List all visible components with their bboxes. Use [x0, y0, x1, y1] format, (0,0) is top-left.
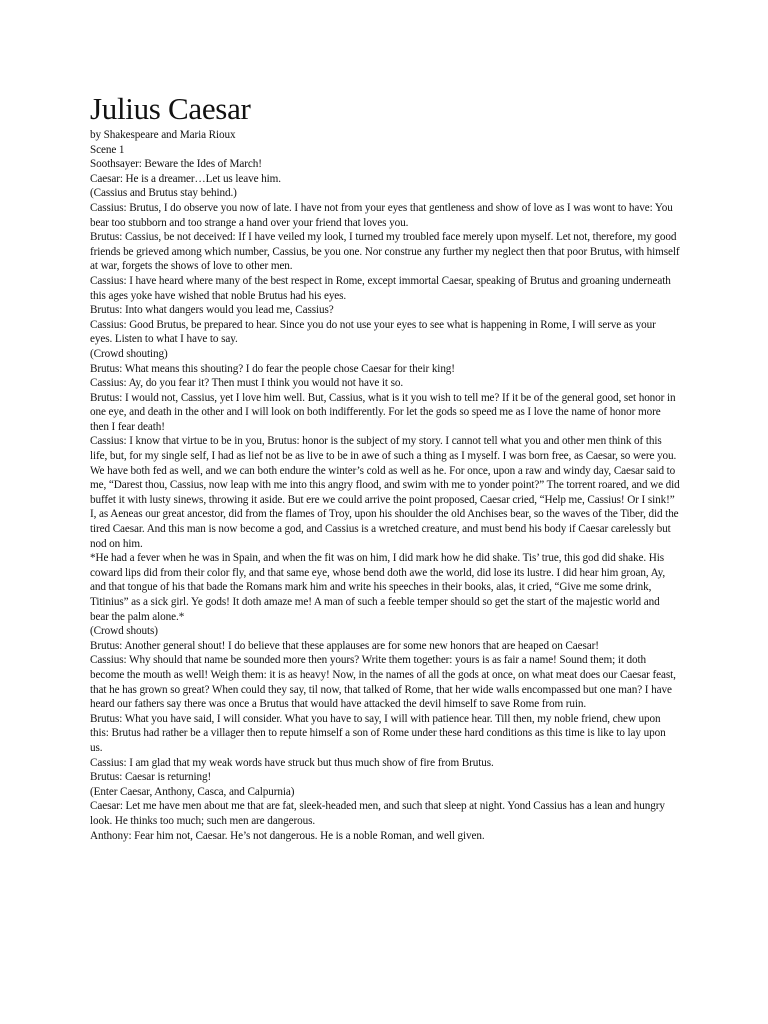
stage-direction: (Crowd shouts): [90, 625, 158, 638]
dialogue-line: Cassius: Brutus, I do observe you now of late. I have not from your eyes that gentleness and show of love as I was wont to have: You bear too stubborn and too strange a hand over your friend that loves you.: [90, 201, 673, 229]
dialogue-line: Brutus: Caesar is returning!: [90, 771, 212, 784]
dialogue-line: Caesar: He is a dreamer…Let us leave him.: [90, 172, 281, 185]
dialogue-line: Cassius: Ay, do you fear it? Then must I think you would not have it so.: [90, 377, 404, 390]
dialogue-line: Brutus: What means this shouting? I do fear the people chose Caesar for their king!: [90, 362, 455, 375]
dialogue-line: Soothsayer: Beware the Ides of March!: [90, 158, 262, 171]
dialogue-line: Brutus: Cassius, be not deceived: If I have veiled my look, I turned my troubled face merely upon myself. Let not, therefore, my good friends be grieved among which number, Cassius, be you one. Nor construe any further my neglect then that poor Brutus, with himself at war, forgets the shows of love to other men.: [90, 231, 680, 273]
dialogue-line: *He had a fever when he was in Spain, and when the fit was on him, I did mark how he did shake. Tis’ true, this god did shake. His coward lips did from their color fly, and that same eye, whose bend doth awe the world, did lose its lustre. I did hear him groan, Ay, and that tongue of his that bade the Romans mark him and write his speeches in their books, alas, it cried, “Give me some drink, Titinius” as a sick girl. Ye gods! It doth amaze me! A man of such a feeble temper should so get the start of the majestic world and bear the palm alone.*: [90, 552, 666, 623]
dialogue-line: Cassius: I know that virtue to be in you, Brutus: honor is the subject of my story. I cannot tell what you and other men think of this life, but, for my single self, I had as lief not be as live to be in awe of such a thing as I myself. I was born free, as Caesar, so were you. We have both fed as well, and we can both endure the winter’s cold as well as he. For once, upon a raw and windy day, Caesar said to me, “Darest thou, Cassius, now leap with me into this angry flood, and swim with me to yonder point?” The torrent roared, and we did buffet it with lusty sinews, throwing it aside. But ere we could arrive the point proposed, Caesar cried, “Help me, Cassius! Or I sink!” I, as Aeneas our great ancestor, did from the flames of Troy, upon his shoulder the old Anchises bear, so the waves of the Tiber, did the tired Caesar. And this man is now become a god, and Cassius is a wretched creature, and must bend his body if Caesar carelessly but nod on him.: [90, 435, 680, 550]
document-page: [90, 90, 680, 843]
dialogue-line: Anthony: Fear him not, Caesar. He’s not dangerous. He is a noble Roman, and well given.: [90, 829, 485, 842]
script-body: [90, 143, 680, 844]
scene-heading: Scene 1: [90, 143, 125, 156]
stage-direction: (Enter Caesar, Anthony, Casca, and Calpurnia): [90, 785, 295, 798]
stage-direction: (Crowd shouting): [90, 347, 168, 360]
dialogue-line: Brutus: I would not, Cassius, yet I love him well. But, Cassius, what is it you wish to tell me? If it be of the general good, set honor in one eye, and death in the other and I will look on both indifferently. For let the gods so speed me as I love the name of honor more then I fear death!: [90, 391, 676, 433]
dialogue-line: Brutus: Into what dangers would you lead me, Cassius?: [90, 304, 334, 317]
dialogue-line: Cassius: Good Brutus, be prepared to hear. Since you do not use your eyes to see what is happening in Rome, I will serve as your eyes. Listen to what I have to say.: [90, 318, 656, 346]
dialogue-line: Cassius: I am glad that my weak words have struck but thus much show of fire from Brutus.: [90, 756, 494, 769]
dialogue-line: Cassius: Why should that name be sounded more then yours? Write them together: yours is as fair a name! Sound them; it doth become the mouth as well! Weigh them: it is as heavy! Now, in the names of all the gods at once, on what meat does our Caesar feast, that he has grown so great? When could they say, til now, that talked of Rome, that her wide walls encompassed but one man? I have heard our fathers say there was once a Brutus that would have attacked the devil himself to save Rome from ruin.: [90, 654, 676, 711]
dialogue-line: Brutus: What you have said, I will consider. What you have to say, I will with patience hear. Till then, my noble friend, chew upon this: Brutus had rather be a villager then to repute himself a son of Rome under these hard conditions as this time is like to lay upon us.: [90, 712, 666, 754]
dialogue-line: Cassius: I have heard where many of the best respect in Rome, except immortal Caesar, speaking of Brutus and groaning underneath this ages yoke have wished that noble Brutus had his eyes.: [90, 274, 671, 302]
document-title: Julius Caesar: [90, 91, 251, 126]
dialogue-line: Brutus: Another general shout! I do believe that these applauses are for some new honors that are heaped on Caesar!: [90, 639, 599, 652]
stage-direction: (Cassius and Brutus stay behind.): [90, 187, 237, 200]
dialogue-line: Caesar: Let me have men about me that are fat, sleek-headed men, and such that sleep at night. Yond Cassius has a lean and hungry look. He thinks too much; such men are dangerous.: [90, 800, 665, 827]
document-byline: by Shakespeare and Maria Rioux: [90, 129, 236, 141]
